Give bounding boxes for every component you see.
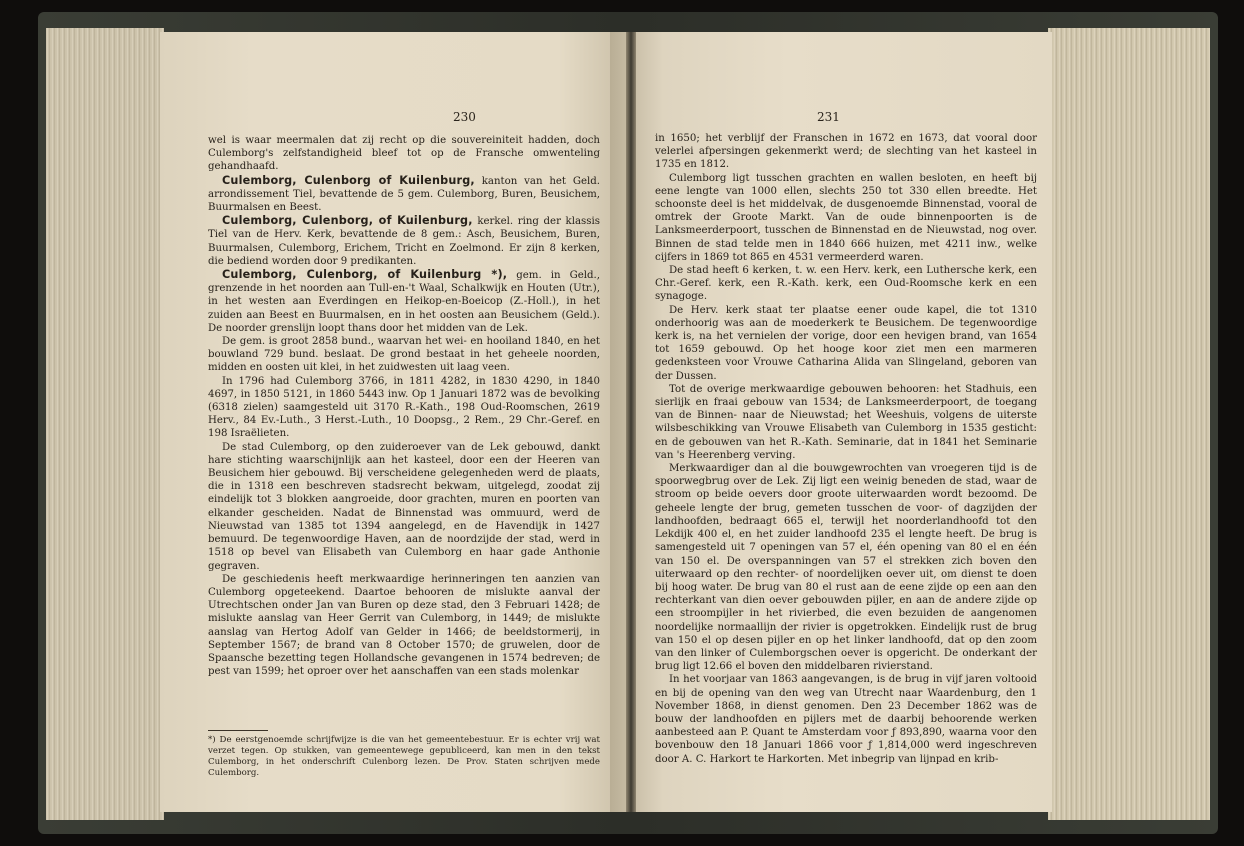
footnote: *) De eerstgenoemde schrijfwijze is die van het gemeentebestuur. Er is echter vrij wat verzet tegen. Op stukken, van gemeentewege gepubliceerd, kan men in den tekst Culemborg, in het onderschrift Culenborg lezen. De Prov. Staten schrijven mede Culemborg. bbox=[208, 735, 600, 778]
paragraph: De Herv. kerk staat ter plaatse eener oude kapel, die tot 1310 onderhoorig was aan de moederkerk te Beusichem. De tegenwoordige kerk is, na het vernielen der vorige, door een hevigen brand, van 1654 tot 1659 gebouwd. Op het hooge koor ziet men een marmeren gedenksteen voor Vrouwe Catharina Alida van Slingeland, geboren van der Dussen. bbox=[655, 304, 1037, 382]
book bbox=[38, 12, 1218, 834]
left-page bbox=[160, 32, 630, 812]
paragraph: De stad Culemborg, op den zuideroever van de Lek gebouwd, dankt hare stichting waarschijnlijk aan het kasteel, door een der Heeren van Beusichem hier gebouwd. Bij verscheidene gelegenheden werd de plaats, die in 1318 een beschreven stadsrecht bekwam, uitgelegd, zoodat zij eindelijk tot 3 blokken aangroeide, door grachten, muren en poorten van elkander gescheiden. Nadat de Binnenstad was ommuurd, werd de Nieuwstad van 1385 tot 1394 aangelegd, en de Havendijk in 1427 bemuurd. De tegenwoordige Haven, aan de noordzijde der stad, werd in 1518 op bevel van Elisabeth van Culemborg en haar gade Anthonie gegraven. bbox=[208, 441, 600, 572]
right-page bbox=[610, 32, 1052, 812]
page-number: 231 bbox=[817, 110, 840, 124]
footnote-rule bbox=[208, 730, 268, 731]
left-page-text bbox=[208, 134, 600, 678]
paragraph: Culemborg, Culenborg, of Kuilenburg *), gem. in Geld., grenzende in het noorden aan Tull-en-'t Waal, Schalkwijk en Houten (Utr.), in het westen aan Everdingen en Heikop-en-Boeicop (Z.-Holl.), in het zuiden aan Beest en Buurmalsen, en in het oosten aan Beusichem (Geld.). De noorder grenslijn loopt thans door het midden van de Lek. bbox=[208, 268, 600, 334]
entry-title: Culemborg, Culenborg, of Kuilenburg *), bbox=[222, 268, 508, 282]
paragraph: wel is waar meermalen dat zij recht op die souvereiniteit hadden, doch Culemborg's zelfstandigheid bleef tot op de Fransche omwenteling gehandhaafd. bbox=[208, 135, 600, 173]
paragraph: Culemborg, Culenborg, of Kuilenburg, kerkel. ring der klassis Tiel van de Herv. Kerk, bevattende de 8 gem.: Asch, Beusichem, Buren, Buurmalsen, Culemborg, Erichem, Tricht en Zoelmond. Er zijn 8 kerken, die bediend worden door 9 predikanten. bbox=[208, 214, 600, 267]
paragraph: Tot de overige merkwaardige gebouwen behooren: het Stadhuis, een sierlijk en fraai gebouw van 1534; de Lanksmeerderpoort, de toegang van de Binnen- naar de Nieuwstad; het Weeshuis, volgens de uiterste wilsbeschikking van Vrouwe Elisabeth van Culemborg in 1535 gesticht: en de gebouwen van het R.-Kath. Seminarie, dat in 1841 het Seminarie van 's Heerenberg verving. bbox=[655, 383, 1037, 461]
paragraph: Culemborg, Culenborg of Kuilenburg, kanton van het Geld. arrondissement Tiel, bevattende de 5 gem. Culemborg, Buren, Beusichem, Buurmalsen en Beest. bbox=[208, 173, 601, 214]
right-page-text bbox=[655, 132, 1037, 766]
paragraph: In 1796 had Culemborg 3766, in 1811 4282, in 1830 4290, in 1840 4697, in 1850 5121, in 1860 5443 inw. Op 1 Januari 1872 was de bevolking (6318 zielen) saamgesteld uit 3170 R.-Kath., 198 Oud-Roomschen, 2619 Herv., 84 Ev.-Luth., 3 Herst.-Luth., 10 Doopsg., 2 Rem., 29 Chr.-Geref. en 198 Israëlieten. bbox=[208, 375, 600, 440]
page-number: 230 bbox=[453, 110, 476, 124]
paragraph: De gem. is groot 2858 bund., waarvan het wei- en hooiland 1840, en het bouwland 729 bund. beslaat. De grond bestaat in het geheele noorden, midden en oosten uit klei, in het zuidwesten uit laag veen. bbox=[208, 336, 600, 374]
paragraph: Merkwaardiger dan al die bouwgewrochten van vroegeren tijd is de spoorwegbrug over de Lek. Zij ligt een weinig beneden de stad, waar de stroom op beide oevers door groote uiterwaarden wordt bezoomd. De geheele lengte der brug, gemeten tusschen de voor- of dagzijden der landhoofden, bedraagt 665 el, terwijl het noorderlandhoofd tot den Lekdijk 400 el, en het zuider landhoofd 235 el lengte heeft. De brug is samengesteld uit 7 openingen van 57 el, één opening van 80 el en één van 150 el. De overspanningen van 57 el strekken zich boven den uiterwaard op den rechter- of noordelijken oever uit, om dienst te doen bij hoog water. De brug van 80 el rust aan de eene zijde op een aan den rechterkant van dien oever gebouwden pijler, en aan de andere zijde op een stroompijler in het rivierbed, die even bezuiden de aangenomen noordelijke normaallijn der rivier is opgetrokken. Eindelijk rust de brug van 150 el op desen pijler en op het linker landhoofd, dat op den zoom van den linker of Culemborgschen oever is opgericht. De onderkant der brug ligt 12.66 el boven den middelbaren rivierstand. bbox=[655, 463, 1037, 673]
paragraph: Culemborg ligt tusschen grachten en wallen besloten, en heeft bij eene lengte van 1000 ellen, slechts 250 tot 330 ellen breedte. Het schoonste deel is het middelvak, de dusgenoemde Binnenstad, vooral de omtrek der Groote Markt. Van de oude binnenpoorten is de Lanksmeerderpoort, tusschen de Binnenstad en de Nieuwstad, nog over. Binnen de stad telde men in 1840 666 huizen, met 4211 inw., welke cijfers in 1869 tot 865 en 4531 vermeerderd waren. bbox=[655, 172, 1037, 263]
page-edges-right bbox=[1048, 28, 1210, 820]
page-edges-left bbox=[46, 28, 164, 820]
paragraph: in 1650; het verblijf der Franschen in 1672 en 1673, dat vooral door velerlei afpersingen gekenmerkt werd; de slechting van het kasteel in 1735 en 1812. bbox=[655, 133, 1037, 171]
entry-title: Culemborg, Culenborg, of Kuilenburg, bbox=[222, 214, 473, 228]
paragraph: De stad heeft 6 kerken, t. w. een Herv. kerk, een Luthersche kerk, een Chr.-Geref. kerk, een R.-Kath. kerk, een Oud-Roomsche kerk en een synagoge. bbox=[655, 265, 1037, 303]
book-gutter bbox=[626, 32, 636, 812]
paragraph: In het voorjaar van 1863 aangevangen, is de brug in vijf jaren voltooid en bij de opening van den weg van Utrecht naar Waardenburg, den 1 November 1868, in dienst genomen. Den 23 December 1862 was de bouw der landhoofden en pijlers met de daarbij behoorende werken aanbesteed aan P. Quant te Amsterdam voor ƒ 893,890, waarna voor den bovenbouw den 18 Januari 1866 voor ƒ 1,814,000 werd ingeschreven door A. C. Harkort te Harkorten. Met inbegrip van lijnpad en krib- bbox=[655, 674, 1037, 765]
entry-title: Culemborg, Culenborg of Kuilenburg, bbox=[222, 173, 475, 187]
paragraph: De geschiedenis heeft merkwaardige herinneringen ten aanzien van Culemborg opgeteekend. Daartoe behooren de mislukte aanval der Utrechtschen onder Jan van Buren op deze stad, den 3 Februari 1428; de mislukte aanslag van Heer Gerrit van Culemborg, in 1449; de mislukte aanslag van Hertog Adolf van Gelder in 1466; de beeldstormerij, in September 1567; de brand van 8 October 1570; de gruwelen, door de Spaansche bezetting tegen Hollandsche gevangenen in 1574 bedreven; de pest van 1599; het oproer over het aanschaffen van een stads molenkar bbox=[208, 573, 600, 678]
